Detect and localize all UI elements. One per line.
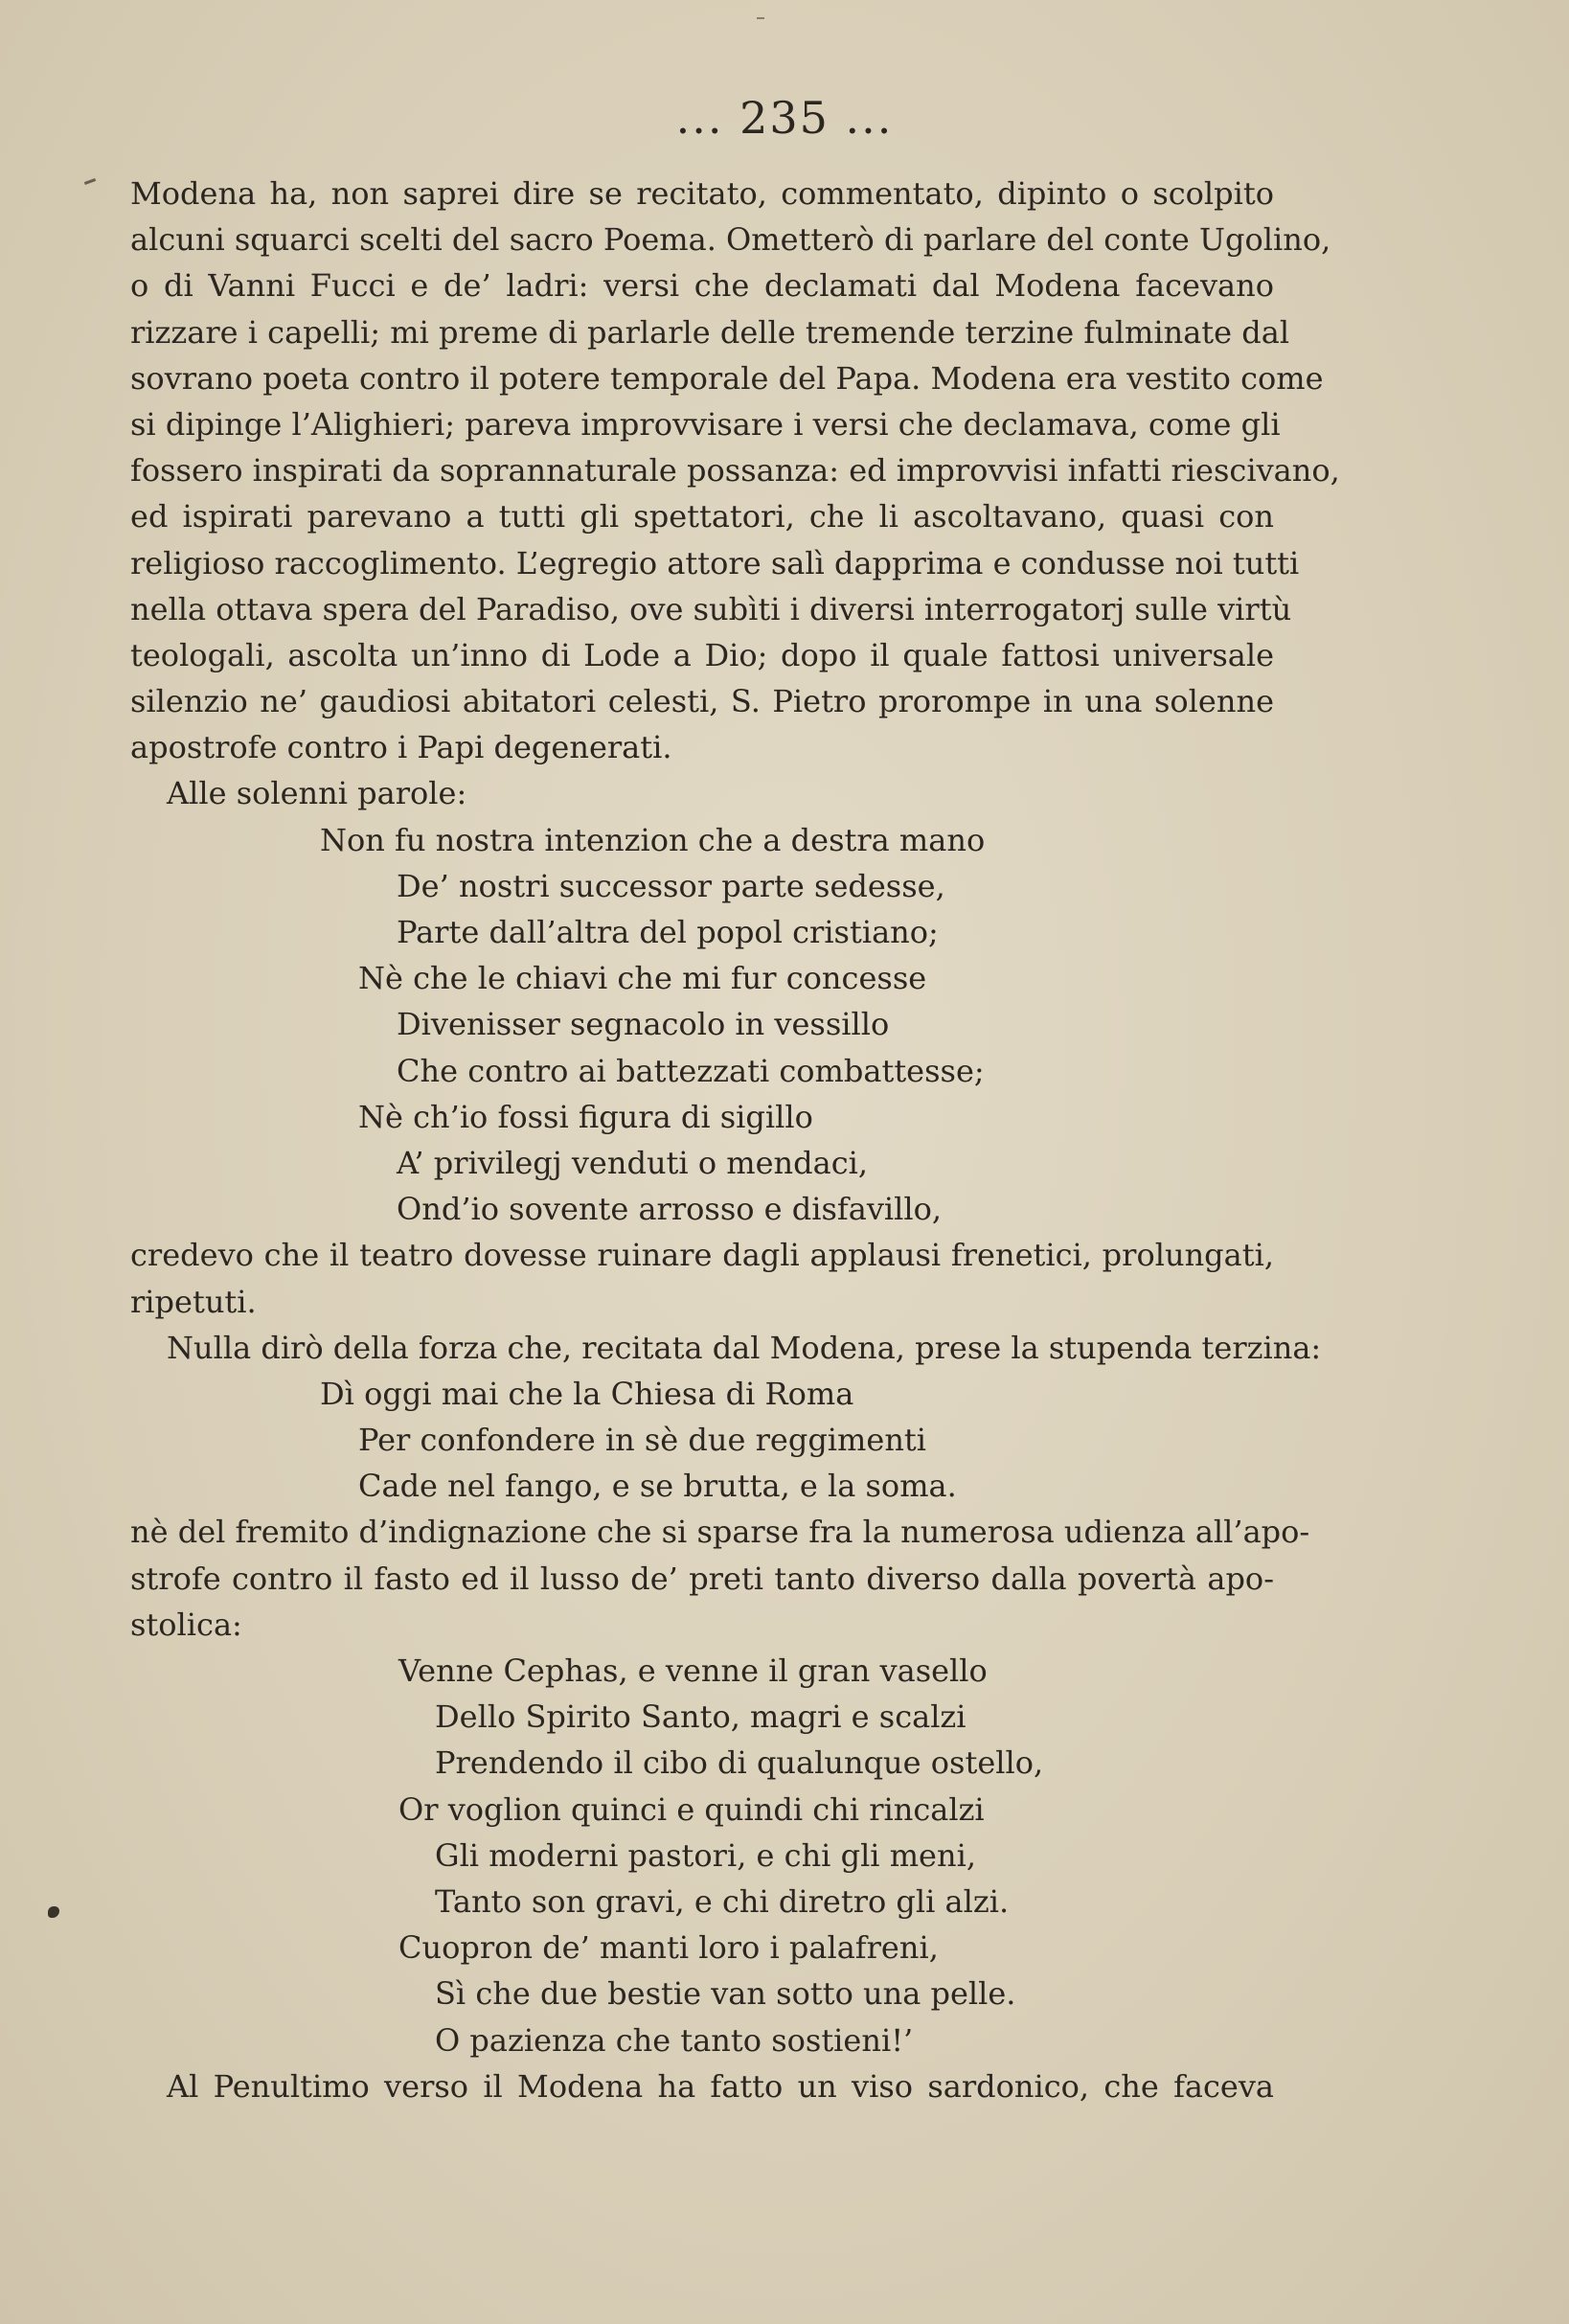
verse-line: Parte dall’altra del popol cristiano;: [397, 914, 939, 950]
ink-blot: [48, 1906, 59, 1918]
verse-line: Ond’io sovente arrosso e disfavillo,: [397, 1191, 943, 1228]
verse-line: Non fu nostra intenzion che a destra mano: [320, 821, 986, 858]
prose-line: Modena ha, non saprei dire se recitato, commentato, dipinto o scolpito: [130, 175, 1274, 212]
verse-line: Sì che due bestie van sotto una pelle.: [435, 1975, 1016, 2013]
verse-line: Gli moderni pastori, e chi gli meni,: [435, 1836, 976, 1874]
body-text: [130, 171, 1340, 2109]
verse-line: Cuopron de’ manti loro i palafreni,: [398, 1929, 939, 1967]
prose-line: silenzio ne’ gaudiosi abitatori celesti, S. Pietro prorompe in una solenne: [130, 683, 1274, 720]
verse-line: O pazienza che tanto sostieni!’: [435, 2021, 914, 2059]
prose-line: strofe contro il fasto ed il lusso de’ preti tanto diverso dalla povertà apo-: [130, 1560, 1274, 1597]
prose-line: fossero inspirati da soprannaturale possanza: ed improvvisi infatti riescivano,: [130, 452, 1340, 490]
prose-line: religioso raccoglimento. L’egregio attore salì dapprima e condusse noi tutti: [130, 544, 1300, 581]
verse-line: De’ nostri successor parte sedesse,: [397, 867, 945, 904]
prose-line: stolica:: [130, 1606, 242, 1643]
verse-line: Per confondere in sè due reggimenti: [358, 1422, 927, 1459]
prose-line: alcuni squarci scelti del sacro Poema. Ometterò di parlare del conte Ugolino,: [130, 221, 1331, 259]
prose-line: apostrofe contro i Papi degenerati.: [130, 729, 672, 766]
verse-line: Venne Cephas, e venne il gran vasello: [398, 1652, 988, 1689]
verse-line: Nè che le chiavi che mi fur concesse: [358, 960, 927, 997]
verse-line: Che contro ai battezzati combattesse;: [397, 1052, 985, 1089]
verse-line: Cade nel fango, e se brutta, e la soma.: [358, 1468, 957, 1505]
page-number: ... 235 ...: [675, 92, 894, 144]
prose-line: ed ispirati parevano a tutti gli spettatori, che li ascoltavano, quasi con: [130, 498, 1274, 535]
verse-line: Nè ch’io fossi figura di sigillo: [358, 1098, 813, 1135]
prose-line: nella ottava spera del Paradiso, ove subìti i diversi interrogatorj sulle virtù: [130, 590, 1292, 627]
verse-line: Prendendo il cibo di qualunque ostello,: [435, 1744, 1044, 1782]
prose-line: rizzare i capelli; mi preme di parlarle delle tremende terzine fulminate dal: [130, 313, 1290, 351]
prose-line: nè del fremito d’indignazione che si sparse fra la numerosa udienza all’apo-: [130, 1514, 1310, 1551]
margin-mark: [84, 178, 96, 185]
paper-speck: [757, 17, 764, 19]
prose-line: Nulla dirò della forza che, recitata dal Modena, prese la stupenda terzina:: [167, 1329, 1322, 1366]
prose-line: ripetuti.: [130, 1283, 257, 1320]
verse-line: Or voglion quinci e quindi chi rincalzi: [398, 1790, 985, 1828]
prose-line: o di Vanni Fucci e de’ ladri: versi che declamati dal Modena facevano: [130, 267, 1274, 305]
prose-line: Alle solenni parole:: [167, 775, 467, 812]
prose-line: credevo che il teatro dovesse ruinare dagli applausi frenetici, prolungati,: [130, 1237, 1274, 1274]
verse-line: A’ privilegj venduti o mendaci,: [397, 1144, 869, 1181]
verse-line: Dì oggi mai che la Chiesa di Roma: [320, 1375, 854, 1412]
prose-line: sovrano poeta contro il potere temporale del Papa. Modena era vestito come: [130, 359, 1324, 397]
prose-line: Al Penultimo verso il Modena ha fatto un viso sardonico, che faceva: [167, 2067, 1274, 2105]
prose-line: si dipinge l’Alighieri; pareva improvvisare i versi che declamava, come gli: [130, 405, 1281, 443]
verse-line: Divenisser segnacolo in vessillo: [397, 1006, 890, 1043]
verse-line: Dello Spirito Santo, magri e scalzi: [435, 1698, 966, 1736]
prose-line: teologali, ascolta un’inno di Lode a Dio; dopo il quale fattosi universale: [130, 636, 1274, 673]
verse-line: Tanto son gravi, e chi diretro gli alzi.: [435, 1882, 1010, 1920]
